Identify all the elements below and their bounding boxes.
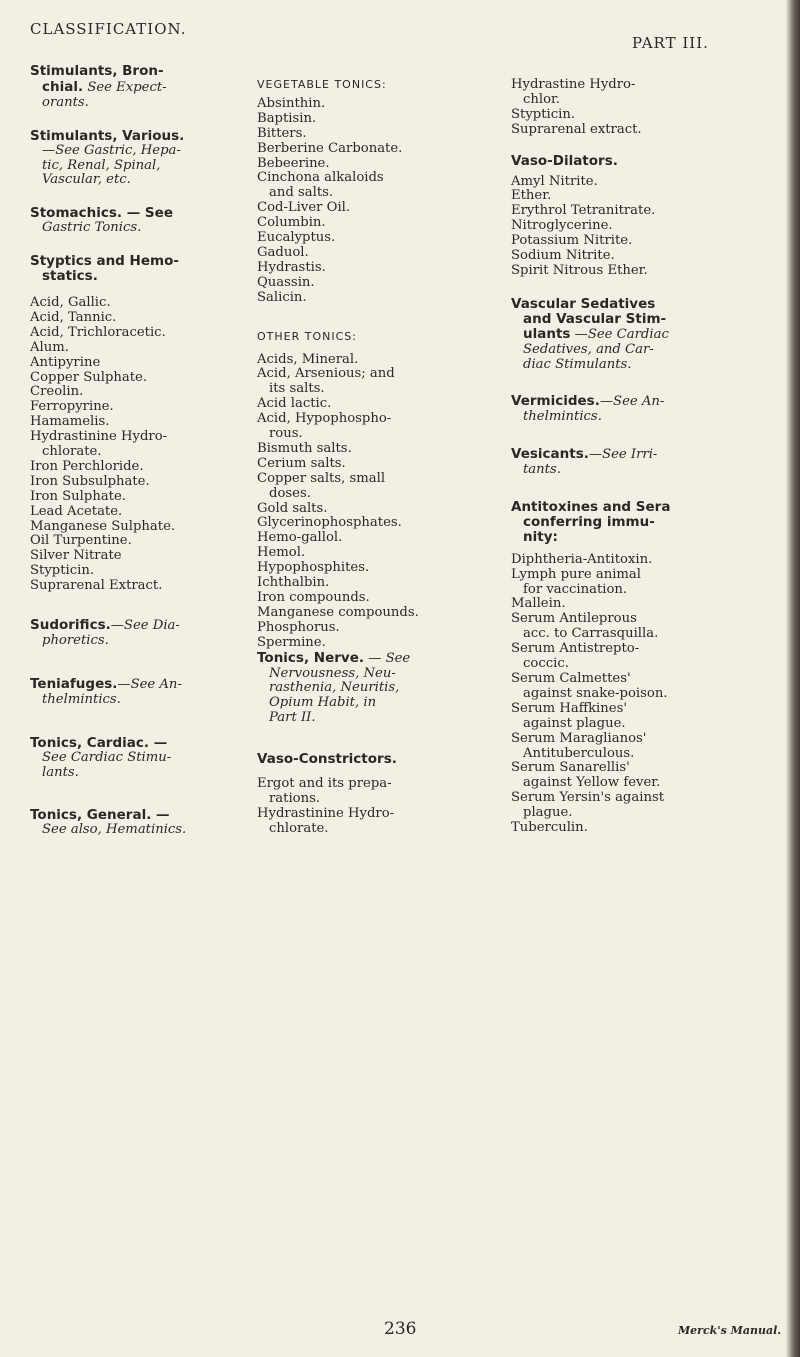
list-item: chlorate. xyxy=(42,444,102,460)
list-item: Cerium salts. xyxy=(257,455,346,471)
entry-heading: Vermicides. xyxy=(511,393,600,410)
list-item: Iron Sulphate. xyxy=(30,488,126,504)
list-item: Iron Subsulphate. xyxy=(30,473,150,489)
entry-heading: Teniafuges. xyxy=(30,675,118,692)
list-item: Acid, Tannic. xyxy=(30,309,117,325)
list-item: Suprarenal extract. xyxy=(511,121,642,137)
list-item: chlorate. xyxy=(269,820,329,836)
list-item: Manganese compounds. xyxy=(257,604,419,620)
list-item: Iron compounds. xyxy=(257,590,370,605)
list-item: Acid, Gallic. xyxy=(30,294,111,310)
list-item: Lymph pure animal xyxy=(511,566,642,582)
list-item: Hemol. xyxy=(257,545,306,561)
running-header-left: CLASSIFICATION. xyxy=(30,20,187,38)
running-footer-right: Merck's Manual. xyxy=(678,1324,782,1337)
list-item: Tuberculin. xyxy=(511,820,588,836)
entry-heading: Vaso-Constrictors. xyxy=(257,751,397,768)
entry-heading: Vesicants. xyxy=(511,446,589,463)
list-item: Berberine Carbonate. xyxy=(257,140,403,156)
entry-heading: Vaso-Dilators. xyxy=(511,152,618,169)
cross-reference: See Expect- xyxy=(87,79,167,95)
cross-reference: thelmintics. xyxy=(42,691,121,707)
running-header-right: PART III. xyxy=(632,34,709,52)
cross-reference: —See Dia- xyxy=(110,618,180,634)
list-item: for vaccination. xyxy=(523,581,628,597)
list-item: Glycerinophosphates. xyxy=(257,515,402,531)
cross-reference: diac Stimulants. xyxy=(523,356,632,372)
section-heading: OTHER TONICS: xyxy=(257,329,357,343)
list-item: Cinchona alkaloids xyxy=(257,170,384,186)
list-item: Serum Antistrepto- xyxy=(511,641,640,657)
entry-heading: Stomachics. — See xyxy=(30,205,173,222)
list-item: coccic. xyxy=(523,656,569,672)
list-item: Hydrastine Hydro- xyxy=(511,77,636,92)
entry-heading: Tonics, Nerve. xyxy=(257,649,364,666)
list-item: Antituberculous. xyxy=(523,745,635,761)
entry-heading: chial. xyxy=(42,78,84,95)
entry-heading: Tonics, General. — xyxy=(30,807,170,824)
cross-reference: See also, Hematinics. xyxy=(42,822,187,838)
entry-heading: statics. xyxy=(42,268,98,285)
list-item: plague. xyxy=(523,805,573,821)
column-middle xyxy=(257,78,502,837)
cross-reference: —See Cardiac xyxy=(570,326,669,342)
list-item: and salts. xyxy=(269,185,334,201)
list-item: chlor. xyxy=(523,91,561,107)
cross-reference: Sedatives, and Car- xyxy=(523,341,654,357)
list-item: Acid, Trichloracetic. xyxy=(30,324,166,340)
list-item: Baptisin. xyxy=(257,110,317,126)
list-item: Ferropyrine. xyxy=(30,399,114,415)
cross-reference: lants. xyxy=(42,764,79,780)
cross-reference: Part II. xyxy=(269,710,316,726)
list-item: Stypticin. xyxy=(511,106,576,122)
list-item: Mallein. xyxy=(511,596,566,612)
entry-heading: Stimulants, Bron- xyxy=(30,63,164,79)
cross-reference: — See xyxy=(364,650,411,666)
entry-heading: Sudorifics. xyxy=(30,617,111,634)
list-item: Hydrastis. xyxy=(257,259,326,275)
list-item: Spermine. xyxy=(257,634,326,650)
list-item: Manganese Sulphate. xyxy=(30,518,176,534)
list-item: rous. xyxy=(269,426,303,442)
list-item: Oil Turpentine. xyxy=(30,533,132,549)
cross-reference: Opium Habit, in xyxy=(269,695,377,711)
list-item: Sodium Nitrite. xyxy=(511,248,615,264)
list-item: Potassium Nitrite. xyxy=(511,233,633,249)
list-item: Ether. xyxy=(511,188,552,204)
list-item: Serum Yersin's against xyxy=(511,790,665,806)
list-item: against plague. xyxy=(523,715,626,731)
list-item: Salicin. xyxy=(257,289,307,305)
list-item: Eucalyptus. xyxy=(257,230,336,246)
list-item: Hydrastinine Hydro- xyxy=(257,805,395,821)
cross-reference: Vascular, etc. xyxy=(42,172,131,188)
entry-heading: ulants xyxy=(523,325,571,342)
list-item: Gaduol. xyxy=(257,244,309,260)
cross-reference: See Cardiac Stimu- xyxy=(42,749,172,765)
cross-reference: —See An- xyxy=(117,676,182,692)
column-right xyxy=(511,78,781,836)
cross-reference: orants. xyxy=(42,94,89,110)
list-item: Nitroglycerine. xyxy=(511,218,613,234)
entry-heading: Vascular Sedatives xyxy=(511,295,656,312)
list-item: Bitters. xyxy=(257,125,307,141)
entry-heading: and Vascular Stim- xyxy=(523,310,667,327)
list-item: rations. xyxy=(269,790,321,806)
list-item: Serum Sanarellis' xyxy=(511,760,630,776)
cross-reference: rasthenia, Neuritis, xyxy=(269,680,400,696)
entry-heading: conferring immu- xyxy=(523,513,655,530)
cross-reference: tants. xyxy=(523,462,561,478)
list-item: Ergot and its prepa- xyxy=(257,776,392,792)
list-item: Diphtheria-Antitoxin. xyxy=(511,551,653,567)
list-item: Alum. xyxy=(30,339,69,355)
cross-reference: —See An- xyxy=(599,394,665,410)
list-item: Columbin. xyxy=(257,215,326,231)
list-item: Hamamelis. xyxy=(30,414,110,430)
column-left xyxy=(30,64,252,838)
list-item: Hydrastinine Hydro- xyxy=(30,429,168,445)
list-item: doses. xyxy=(269,485,311,501)
entry-heading: Stimulants, Various. xyxy=(30,127,185,144)
cross-reference: thelmintics. xyxy=(523,409,602,425)
cross-reference: phoretics. xyxy=(42,633,109,648)
cross-reference: Gastric Tonics. xyxy=(42,220,142,236)
list-item: Hypophosphites. xyxy=(257,560,370,576)
page-edge-shadow xyxy=(786,0,800,1357)
list-item: against snake-poison. xyxy=(523,685,668,701)
list-item: Serum Antileprous xyxy=(511,611,637,627)
list-item: Amyl Nitrite. xyxy=(511,173,598,189)
list-item: Acid, Hypophospho- xyxy=(257,411,392,427)
list-item: Stypticin. xyxy=(30,563,95,579)
list-item: Suprarenal Extract. xyxy=(30,578,163,594)
list-item: Acid lactic. xyxy=(257,396,332,412)
list-item: Acid, Arsenious; and xyxy=(257,366,395,382)
list-item: Serum Maraglianos' xyxy=(511,730,647,746)
list-item: Gold salts. xyxy=(257,500,328,516)
cross-reference: tic, Renal, Spinal, xyxy=(42,157,161,173)
list-item: Serum Calmettes' xyxy=(511,671,631,686)
list-item: its salts. xyxy=(269,381,325,397)
entry-heading: Tonics, Cardiac. — xyxy=(30,734,168,751)
list-item: Phosphorus. xyxy=(257,619,340,635)
list-item: Lead Acetate. xyxy=(30,503,123,519)
list-item: Hemo-gallol. xyxy=(257,530,343,546)
entry-heading: nity: xyxy=(523,528,558,545)
list-item: Copper salts, small xyxy=(257,470,386,486)
entry-heading: Antitoxines and Sera xyxy=(511,499,671,516)
list-item: Bebeerine. xyxy=(257,155,330,171)
list-item: Acids, Mineral. xyxy=(257,351,359,367)
cross-reference: —See Gastric, Hepa- xyxy=(42,142,181,158)
list-item: Copper Sulphate. xyxy=(30,369,148,385)
list-item: Serum Haffkines' xyxy=(511,700,627,716)
section-heading: VEGETABLE TONICS: xyxy=(257,78,387,91)
entry-heading: Styptics and Hemo- xyxy=(30,253,179,270)
list-item: Cod-Liver Oil. xyxy=(257,200,351,216)
list-item: Antipyrine xyxy=(30,354,101,370)
list-item: Ichthalbin. xyxy=(257,575,330,591)
list-item: Iron Perchloride. xyxy=(30,458,144,474)
list-item: Silver Nitrate xyxy=(30,548,122,564)
list-item: acc. to Carrasquilla. xyxy=(523,626,659,642)
page-number: 236 xyxy=(384,1319,417,1339)
list-item: Quassin. xyxy=(257,274,315,290)
list-item: against Yellow fever. xyxy=(523,775,661,791)
list-item: Bismuth salts. xyxy=(257,440,352,456)
cross-reference: —See Irri- xyxy=(588,447,658,463)
list-item: Creolin. xyxy=(30,384,84,400)
list-item: Erythrol Tetranitrate. xyxy=(511,203,656,219)
list-item: Spirit Nitrous Ether. xyxy=(511,262,648,278)
cross-reference: Nervousness, Neu- xyxy=(269,665,396,681)
list-item: Absinthin. xyxy=(257,95,326,111)
